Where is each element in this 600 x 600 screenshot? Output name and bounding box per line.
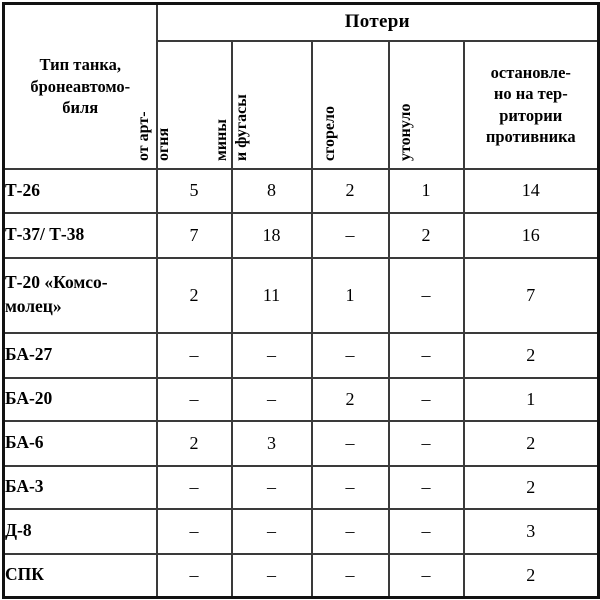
table-row xyxy=(4,333,599,378)
cell-stopped: 2 xyxy=(464,333,599,378)
column-header-art-fire-line-1: от арт- xyxy=(135,110,152,161)
column-header-burned-line-1: сгорело xyxy=(321,105,338,161)
cell-mines: 18 xyxy=(232,213,312,258)
row-label-line-1: Т-20 «Комсо- xyxy=(5,272,108,293)
column-header-art-fire-line-2: огня xyxy=(155,127,172,161)
column-header-stopped-line-4: противника xyxy=(485,126,576,146)
cell-stopped: 2 xyxy=(464,466,599,509)
cell-burned: 2 xyxy=(312,378,389,421)
cell-drowned: – xyxy=(389,554,464,598)
cell-stopped: 2 xyxy=(464,554,599,598)
row-label: Т-37/ Т-38 xyxy=(4,213,157,258)
cell-stopped: 7 xyxy=(464,258,599,333)
column-header-stopped-enemy-territory xyxy=(464,41,599,169)
row-label: Т-26 xyxy=(4,169,157,213)
cell-stopped: 16 xyxy=(464,213,599,258)
column-header-drowned-text xyxy=(396,103,416,160)
table-row xyxy=(4,213,599,258)
column-header-mines-line-1: мины xyxy=(212,118,230,161)
cell-stopped: 14 xyxy=(464,169,599,213)
column-header-drowned-line-1: утонуло xyxy=(397,103,414,161)
table-row xyxy=(4,509,599,554)
cell-stopped: 1 xyxy=(464,378,599,421)
cell-mines: – xyxy=(232,333,312,378)
cell-art-fire: – xyxy=(157,509,232,554)
cell-drowned: – xyxy=(389,333,464,378)
row-label-header-line-2: бронеавтомо- xyxy=(30,76,131,96)
cell-drowned: – xyxy=(389,421,464,466)
cell-drowned: – xyxy=(389,258,464,333)
column-header-drowned xyxy=(389,41,464,169)
cell-art-fire: 2 xyxy=(157,258,232,333)
column-header-stopped-line-1: остановле- xyxy=(490,63,571,83)
table-row xyxy=(4,378,599,421)
cell-art-fire: 2 xyxy=(157,421,232,466)
table-row xyxy=(4,169,599,213)
cell-mines: – xyxy=(232,378,312,421)
row-label xyxy=(4,258,157,333)
cell-drowned: – xyxy=(389,509,464,554)
losses-table-container xyxy=(2,2,597,597)
table-row xyxy=(4,421,599,466)
cell-drowned: – xyxy=(389,466,464,509)
cell-mines: 11 xyxy=(232,258,312,333)
cell-mines: – xyxy=(232,509,312,554)
cell-drowned: 1 xyxy=(389,169,464,213)
column-header-mines xyxy=(212,41,312,169)
row-label: БА-27 xyxy=(4,333,157,378)
cell-burned: – xyxy=(312,466,389,509)
column-header-burned xyxy=(312,41,389,169)
cell-burned: – xyxy=(312,554,389,598)
header-row-group xyxy=(4,4,599,41)
cell-drowned: 2 xyxy=(389,213,464,258)
cell-mines: – xyxy=(232,466,312,509)
cell-art-fire: 5 xyxy=(157,169,232,213)
table-row xyxy=(4,466,599,509)
group-header-poteri: Потери xyxy=(157,4,599,41)
cell-burned: – xyxy=(312,213,389,258)
row-label-header-line-3: биля xyxy=(62,97,99,117)
column-header-stopped-line-2: но на тер- xyxy=(493,84,568,104)
column-header-stopped-line-3: ритории xyxy=(499,105,563,125)
row-label-line-2: молец» xyxy=(5,296,62,316)
cell-burned: – xyxy=(312,421,389,466)
column-header-mines-text xyxy=(212,94,252,161)
tank-losses-table xyxy=(2,2,600,599)
row-label: Д-8 xyxy=(4,509,157,554)
cell-art-fire: – xyxy=(157,333,232,378)
row-label-header-line-1: Тип танка, xyxy=(39,55,121,75)
row-label: БА-20 xyxy=(4,378,157,421)
table-row xyxy=(4,554,599,598)
column-header-burned-text xyxy=(320,106,340,161)
cell-burned: 1 xyxy=(312,258,389,333)
table-row xyxy=(4,258,599,333)
row-label: СПК xyxy=(4,554,157,598)
cell-burned: – xyxy=(312,509,389,554)
cell-art-fire: – xyxy=(157,466,232,509)
cell-mines: – xyxy=(232,554,312,598)
cell-art-fire: – xyxy=(157,554,232,598)
column-header-art-fire-text xyxy=(134,111,174,161)
column-header-mines-line-2: и фугасы xyxy=(232,93,250,161)
cell-art-fire: – xyxy=(157,378,232,421)
cell-art-fire: 7 xyxy=(157,213,232,258)
cell-mines: 3 xyxy=(232,421,312,466)
row-label: БА-3 xyxy=(4,466,157,509)
cell-drowned: – xyxy=(389,378,464,421)
cell-stopped: 2 xyxy=(464,421,599,466)
cell-stopped: 3 xyxy=(464,509,599,554)
cell-burned: 2 xyxy=(312,169,389,213)
cell-burned: – xyxy=(312,333,389,378)
cell-mines: 8 xyxy=(232,169,312,213)
row-label: БА-6 xyxy=(4,421,157,466)
